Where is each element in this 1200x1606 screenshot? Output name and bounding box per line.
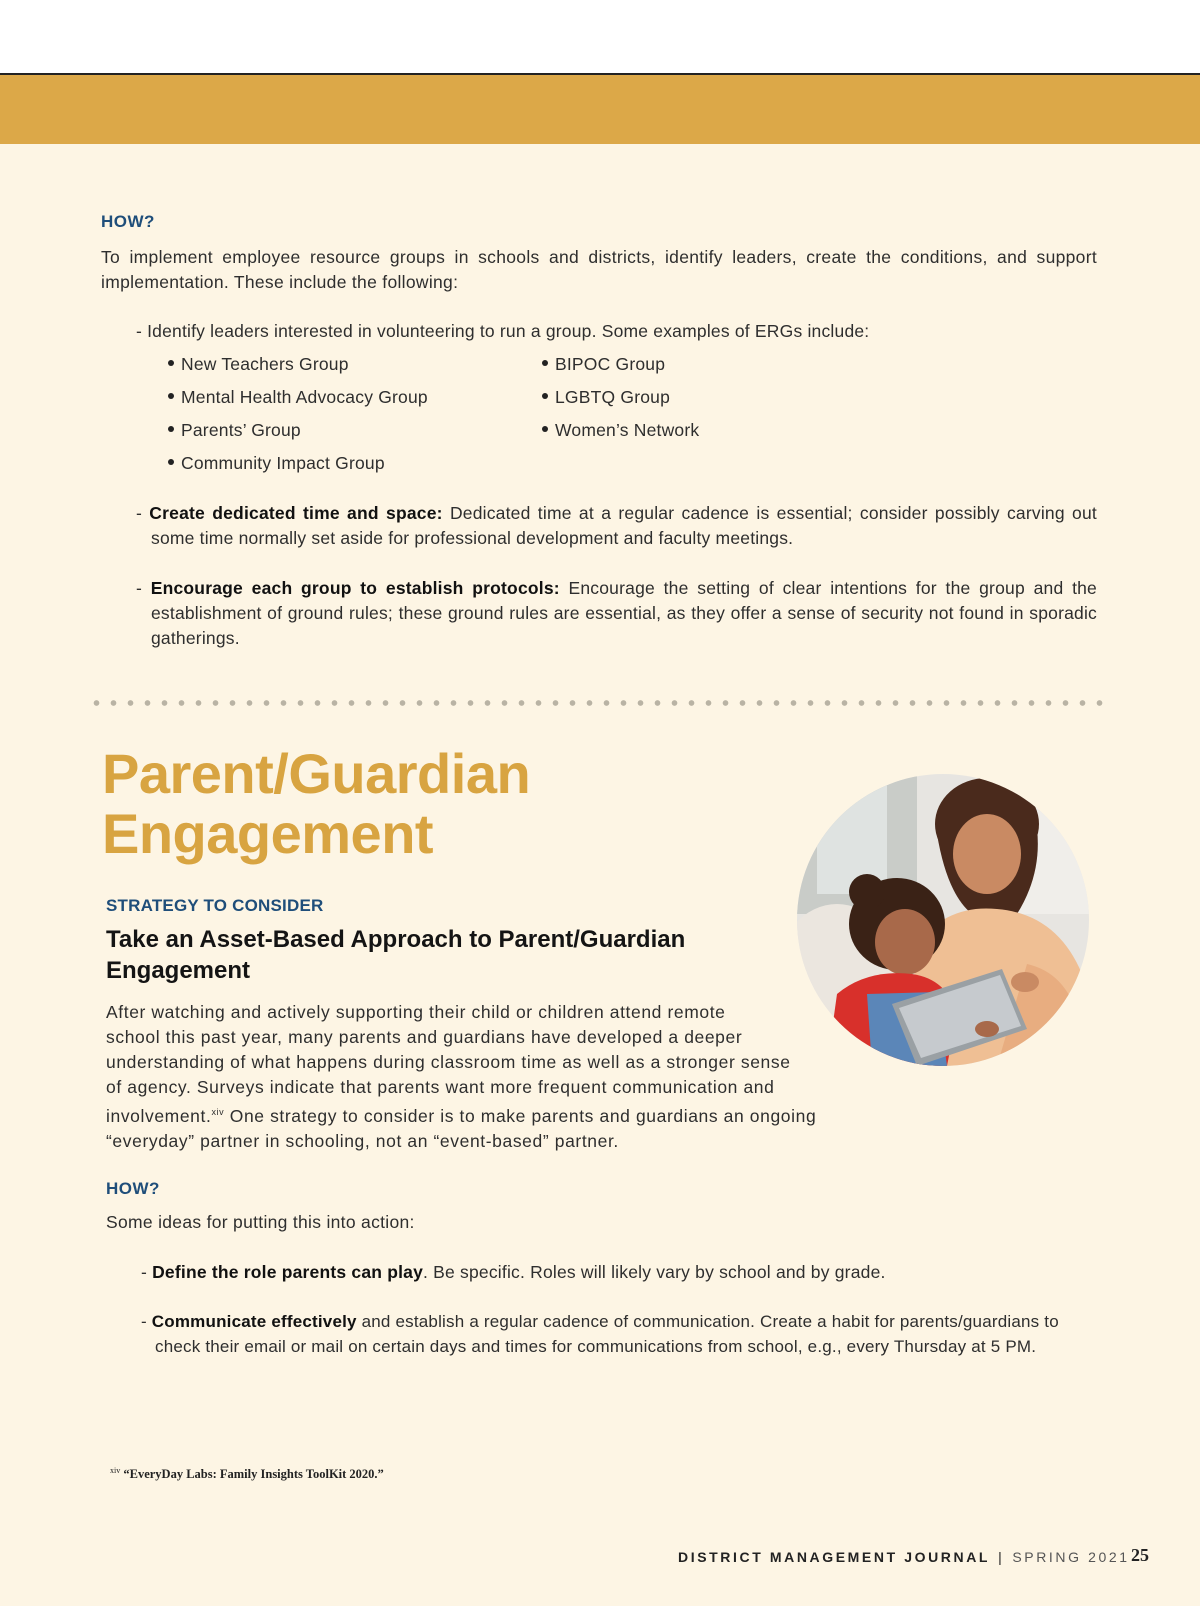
bullet-icon (168, 426, 174, 432)
strategy-title: Take an Asset-Based Approach to Parent/Guardian Engagement (106, 926, 686, 984)
bullet-icon (168, 459, 174, 465)
communicate-item: - Communicate effectively and establish a regular cadence of communication. Create a habit for parents/guardians to check their email or mail on certain days and times for communications from school, e.g., every Thursday at 5 PM. (141, 1312, 1059, 1356)
page-number: 25 (1131, 1545, 1149, 1565)
group-list-item: LGBTQ Group (542, 385, 670, 410)
how-heading: HOW? (106, 1179, 160, 1198)
strategy-body: After watching and actively supporting their child or children attend remote school this past year, many parents and guardians have developed a deeper understanding of what happens during classroom time as well as a stronger sense of agency. Surveys indicate that parents want more frequent communication and involvement.$^{xiv}$ One strategy to consider is to make parents and guardians an ongoing “everyday” partner in schooling, not an “event-based” partner. (106, 1002, 817, 1151)
define-role-item: - Define the role parents can play. Be specific. Roles will likely vary by school and by grade. (141, 1262, 886, 1282)
page-footer: DISTRICT MANAGEMENT JOURNAL | SPRING 2021 (678, 1549, 1130, 1565)
strategy-label: STRATEGY TO CONSIDER (106, 896, 324, 915)
how-heading: HOW? (101, 212, 155, 231)
intro-paragraph: To implement employee resource groups in schools and districts, identify leaders, create the conditions, and support implementation. These include the following: (101, 247, 1097, 292)
dedicated-time-item: - Create dedicated time and space: Dedicated time at a regular cadence is essential; consider possibly carving out some time normally set aside for professional development and faculty meetings. (136, 503, 1097, 548)
protocols-item: - Encourage each group to establish protocols: Encourage the setting of clear intentions for the group and the establishment of ground rules; these ground rules are essential, as they offer a sense of security not found in sporadic gatherings. (136, 578, 1097, 648)
group-list-item: Parents’ Group (168, 418, 301, 443)
how-intro: Some ideas for putting this into action: (106, 1212, 415, 1232)
page-top-margin (0, 0, 1200, 73)
section-title: Parent/Guardian Engagement (102, 742, 531, 865)
erg-leaders-item: - Identify leaders interested in volunteering to run a group. Some examples of ERGs include: (136, 321, 870, 341)
bullet-icon (542, 393, 548, 399)
group-list-item: New Teachers Group (168, 352, 349, 377)
group-list-item: BIPOC Group (542, 352, 665, 377)
footnote: $^{xiv}$ “EveryDay Labs: Family Insights ToolKit 2020.” (110, 1466, 384, 1482)
group-list-item: Community Impact Group (168, 451, 385, 476)
group-list-item: Mental Health Advocacy Group (168, 385, 428, 410)
bullet-icon (542, 360, 548, 366)
header-band (0, 75, 1200, 144)
bullet-icon (168, 393, 174, 399)
bullet-icon (542, 426, 548, 432)
group-list-item: Women’s Network (542, 418, 699, 443)
footnote-marker: xiv (211, 1107, 225, 1117)
bullet-icon (168, 360, 174, 366)
dotted-divider (88, 700, 1112, 706)
